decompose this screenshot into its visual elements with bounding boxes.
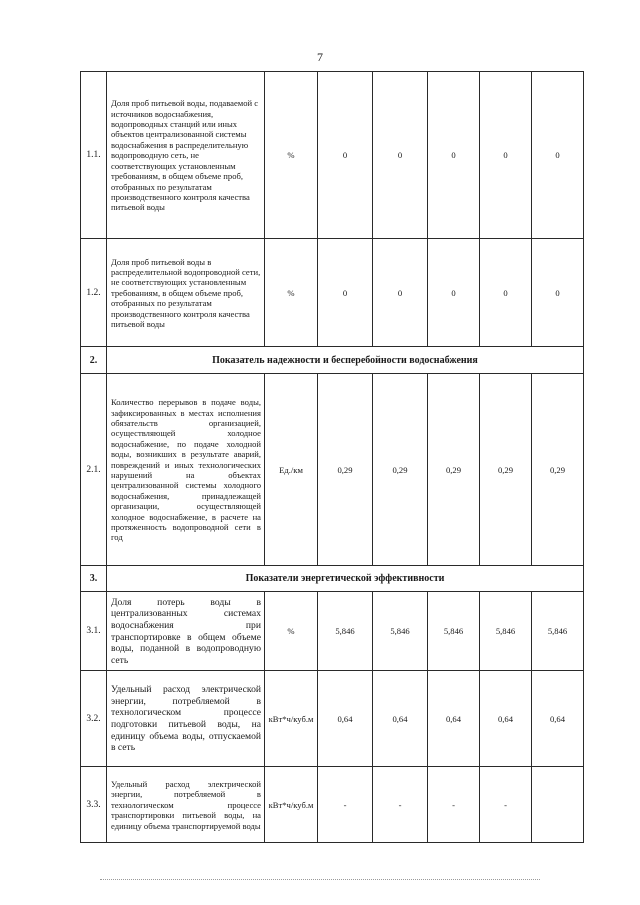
indicator-name: Удельный расход электрической энергии, потребляемой в технологическом процессе транспортировки питьевой воды, на единицу объема транспортируемой воды <box>107 767 265 843</box>
indicator-value: 0,29 <box>373 374 428 566</box>
indicator-value: 0,29 <box>318 374 373 566</box>
indicator-row <box>81 239 584 347</box>
footer-scan-dots <box>100 879 540 881</box>
indicator-value: 0,29 <box>480 374 532 566</box>
indicator-name: Доля проб питьевой воды в распределительной водопроводной сети, не соответствующих установленным требованиям, в общем объеме проб, отобранных по результатам производственного контроля качества питьевой воды <box>107 239 265 347</box>
indicator-value <box>532 767 584 843</box>
indicator-row <box>81 671 584 767</box>
indicator-number: 3.1. <box>81 592 107 671</box>
indicator-value: 0 <box>318 239 373 347</box>
indicator-row <box>81 374 584 566</box>
indicator-value: - <box>428 767 480 843</box>
section-number: 3. <box>81 566 107 592</box>
page-number: 7 <box>317 50 323 64</box>
indicator-number: 3.3. <box>81 767 107 843</box>
indicator-value: 5,846 <box>318 592 373 671</box>
indicator-value: 0 <box>373 239 428 347</box>
indicator-name: Доля потерь воды в централизованных системах водоснабжения при транспортировке в общем объеме воды, поданной в водопроводную сеть <box>107 592 265 671</box>
indicator-value: 0 <box>532 239 584 347</box>
indicator-value: 0 <box>532 72 584 239</box>
indicator-number: 1.2. <box>81 239 107 347</box>
indicator-value: 0,29 <box>532 374 584 566</box>
indicator-value: 0,64 <box>318 671 373 767</box>
indicator-value: 0,64 <box>480 671 532 767</box>
indicator-unit: % <box>265 592 318 671</box>
indicator-value: 0,64 <box>532 671 584 767</box>
indicator-name: Доля проб питьевой воды, подаваемой с источников водоснабжения, водопроводных станций или иных объектов централизованной системы водоснабжения в распределительную водопроводную сеть, не соответствующих установленным требованиям, в общем объеме проб, отобранных по результатам производственного контроля качества питьевой воды <box>107 72 265 239</box>
section-row <box>81 566 584 592</box>
indicators-table <box>80 71 584 843</box>
indicator-number: 3.2. <box>81 671 107 767</box>
section-row <box>81 347 584 374</box>
indicator-value: 0,29 <box>428 374 480 566</box>
indicator-value: 0 <box>373 72 428 239</box>
indicator-row <box>81 72 584 239</box>
indicator-unit: кВт*ч/куб.м <box>265 671 318 767</box>
indicator-value: - <box>373 767 428 843</box>
indicator-value: 0 <box>318 72 373 239</box>
indicator-value: 0,64 <box>428 671 480 767</box>
indicator-unit: % <box>265 239 318 347</box>
indicator-unit: % <box>265 72 318 239</box>
indicator-value: 0 <box>428 239 480 347</box>
indicator-value: 5,846 <box>373 592 428 671</box>
indicator-value: 5,846 <box>532 592 584 671</box>
indicator-row <box>81 767 584 843</box>
indicator-value: 5,846 <box>480 592 532 671</box>
indicator-name: Удельный расход электрической энергии, потребляемой в технологическом процессе подготовки питьевой воды, на единицу объема воды, отпускаемой в сеть <box>107 671 265 767</box>
section-title: Показатели энергетической эффективности <box>107 566 584 592</box>
indicators-table-body <box>81 72 584 843</box>
indicator-value: 0 <box>480 239 532 347</box>
indicator-value: 5,846 <box>428 592 480 671</box>
indicator-name: Количество перерывов в подаче воды, зафиксированных в местах исполнения обязательств организацией, осуществляющей холодное водоснабжение, по подаче холодной воды, возникших в результате аварий, повреждений и иных технологических нарушений на объектах централизованной системы холодного водоснабжения, принадлежащей организации, осуществляющей холодное водоснабжение, в расчете на протяженность водопроводной сети в год <box>107 374 265 566</box>
indicator-value: - <box>318 767 373 843</box>
indicator-value: 0 <box>428 72 480 239</box>
indicator-unit: Ед./км <box>265 374 318 566</box>
indicator-value: 0,64 <box>373 671 428 767</box>
section-number: 2. <box>81 347 107 374</box>
indicator-value: - <box>480 767 532 843</box>
section-title: Показатель надежности и бесперебойности водоснабжения <box>107 347 584 374</box>
indicator-value: 0 <box>480 72 532 239</box>
indicator-row <box>81 592 584 671</box>
indicator-number: 2.1. <box>81 374 107 566</box>
indicator-number: 1.1. <box>81 72 107 239</box>
indicator-unit: кВт*ч/куб.м <box>265 767 318 843</box>
